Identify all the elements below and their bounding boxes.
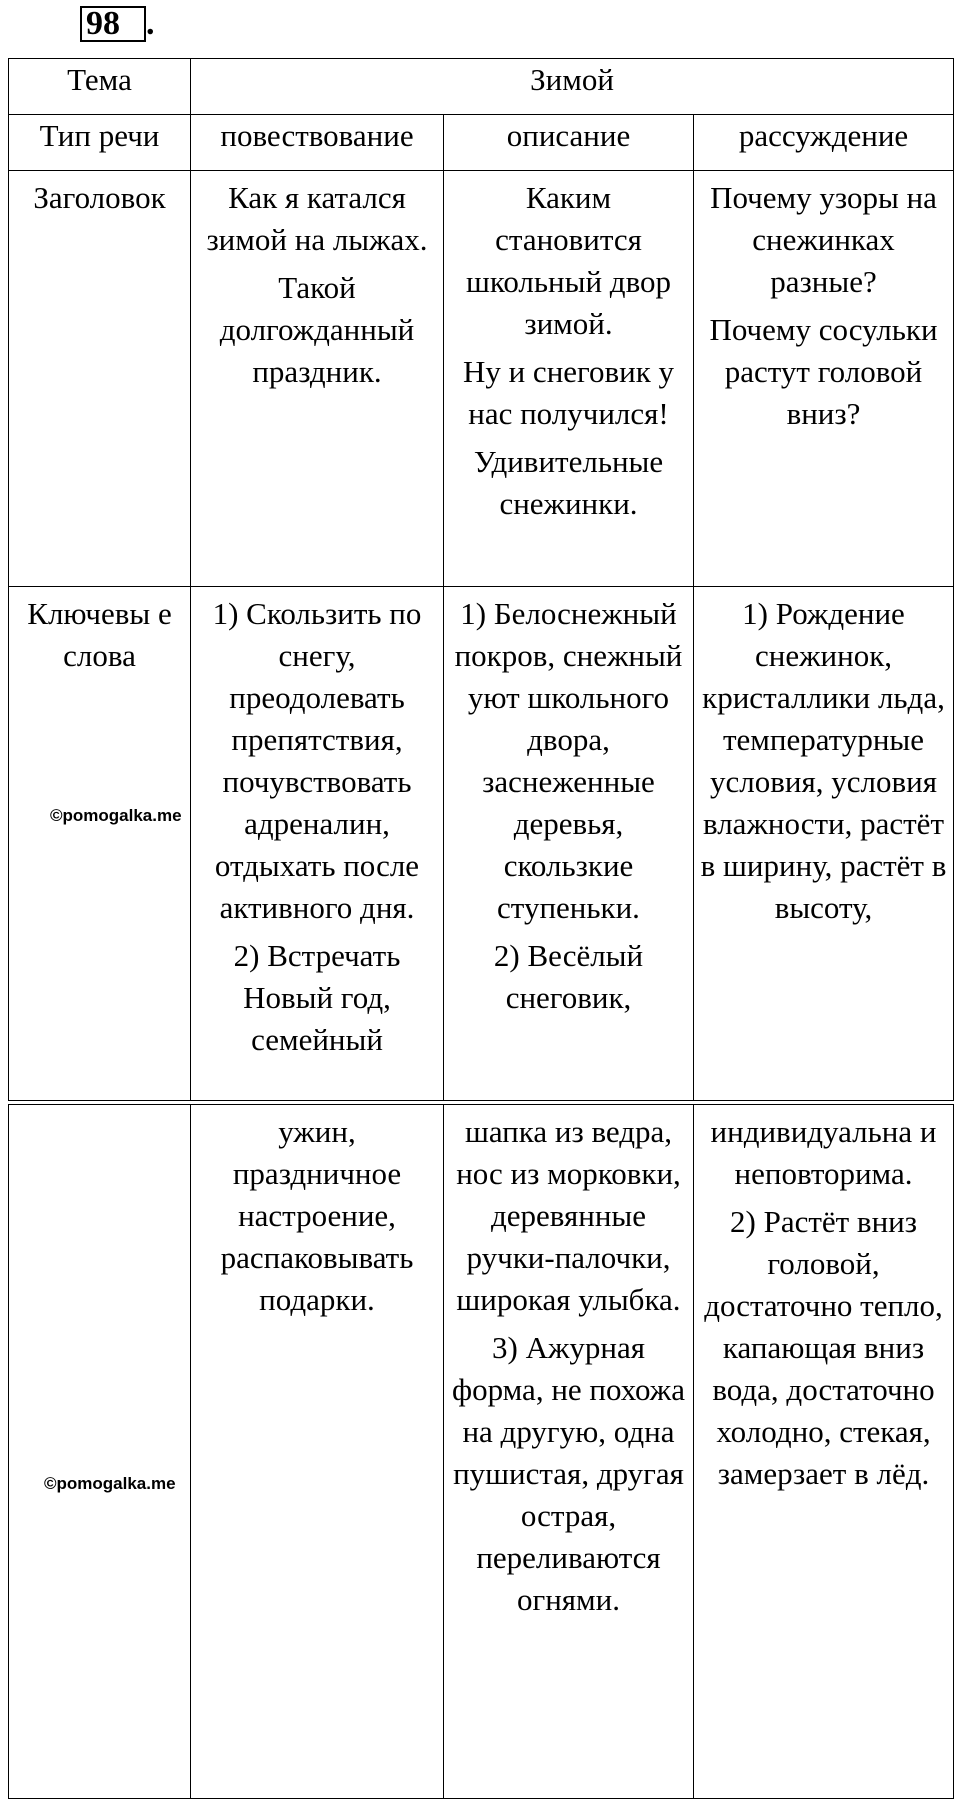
essay-table-part-1 [8, 58, 954, 1101]
keywords-reasoning-cont-2: 2) Растёт вниз головой, достаточно тепло, капающая вниз вода, достаточно холодно, стекая, замерзает в лёд. [704, 1204, 943, 1491]
keywords-reasoning-cont-1: индивидуальна и неповторима. [710, 1114, 937, 1191]
heading-reasoning-2: Почему сосульки растут головой вниз? [709, 312, 938, 431]
keywords-description-cont-1: шапка из ведра, нос из морковки, деревянные ручки-палочки, широкая улыбка. [456, 1114, 681, 1317]
watermark-2: ©pomogalka.me [44, 1474, 176, 1493]
keywords-description-cont-2: 3) Ажурная форма, не похожа на другую, одна пушистая, другая острая, переливаются огнями. [452, 1330, 685, 1617]
heading-reasoning-cell [694, 171, 954, 587]
type-reasoning: рассуждение [694, 115, 954, 171]
type-narration: повествование [191, 115, 444, 171]
continued-label-cell [9, 1105, 191, 1799]
theme-label: Тема [9, 59, 191, 115]
type-description: описание [444, 115, 694, 171]
heading-narration-2: Такой долгожданный праздник. [219, 270, 415, 389]
speech-type-label: Тип речи [9, 115, 191, 171]
essay-table-part-2 [8, 1104, 954, 1799]
task-number-dot: . [146, 5, 155, 42]
heading-description-2: Ну и снеговик у нас получился! [462, 354, 675, 431]
keywords-narration-cont [191, 1105, 444, 1799]
task-number: 98 [80, 6, 146, 42]
heading-narration-1: Как я катался зимой на лыжах. [206, 180, 428, 257]
heading-description-cell [444, 171, 694, 587]
keywords-description-cont [444, 1105, 694, 1799]
keywords-reasoning-1: 1) Рождение снежинок, кристаллики льда, температурные условия, условия влажности, растёт в ширину, растёт в высоту, [700, 596, 947, 925]
heading-reasoning-1: Почему узоры на снежинках разные? [710, 180, 937, 299]
keywords-narration-cell [191, 587, 444, 1101]
keywords-narration-2: 2) Встречать Новый год, семейный [233, 938, 401, 1057]
keywords-description-cell [444, 587, 694, 1101]
keywords-description-1: 1) Белоснежный покров, снежный уют школьного двора, заснеженные деревья, скользкие ступеньки. [454, 596, 683, 925]
keywords-narration-cont-1: ужин, праздничное настроение, распаковывать подарки. [220, 1114, 414, 1317]
heading-description-1: Каким становится школьный двор зимой. [465, 180, 671, 341]
watermark-1: ©pomogalka.me [50, 806, 182, 825]
keywords-narration-1: 1) Скользить по снегу, преодолевать препятствия, почувствовать адреналин, отдыхать после активного дня. [212, 596, 422, 925]
keywords-description-2: 2) Весёлый снеговик, [493, 938, 644, 1015]
heading-description-3: Удивительные снежинки. [473, 444, 664, 521]
keywords-reasoning-cell [694, 587, 954, 1101]
keywords-reasoning-cont [694, 1105, 954, 1799]
keywords-label: Ключевы е слова [9, 587, 191, 1101]
theme-value: Зимой [191, 59, 954, 115]
heading-label: Заголовок [9, 171, 191, 587]
heading-narration-cell [191, 171, 444, 587]
